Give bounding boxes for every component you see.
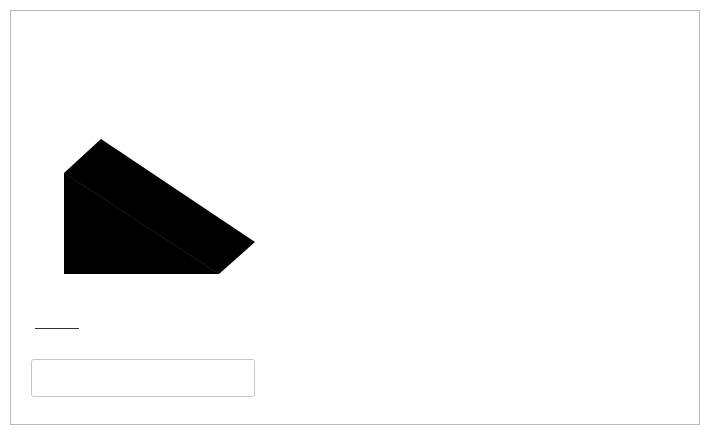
answer-line: [31, 314, 83, 329]
question-card: [10, 10, 700, 425]
prism-figure: [49, 136, 279, 296]
answer-input[interactable]: [31, 359, 255, 397]
answer-blank: [35, 314, 79, 329]
